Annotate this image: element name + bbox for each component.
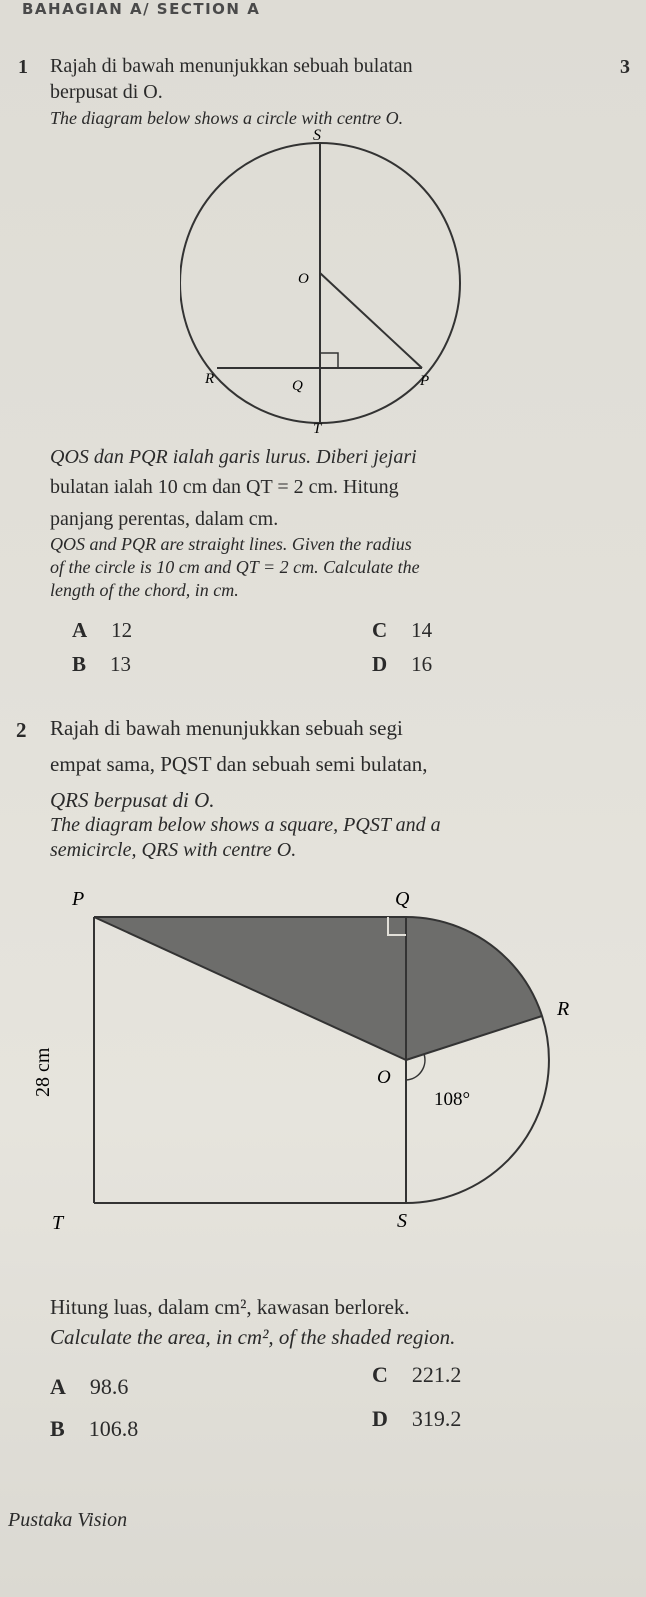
q2-label-angle: 108° (434, 1089, 471, 1110)
q1-intro-en: The diagram below shows a circle with centre O. (50, 108, 404, 128)
q2-option-a[interactable] (50, 1374, 128, 1400)
q1-label-t: T (313, 421, 322, 437)
q2-label-p: P (72, 888, 85, 910)
q1-option-d[interactable] (372, 652, 432, 677)
q2-option-c[interactable] (372, 1362, 461, 1388)
q2-option-d-value: 319.2 (411, 1406, 462, 1431)
q2-option-d[interactable] (372, 1406, 461, 1432)
q2-square-semicircle-diagram (22, 865, 622, 1295)
q1-body-ms-line1: QOS dan PQR ialah garis lurus. Diberi jejari (50, 446, 417, 468)
q2-intro-en-line2: semicircle, QRS with centre O. (50, 839, 297, 861)
q1-option-d-letter: D (372, 652, 388, 676)
q1-right-angle-mark (320, 353, 338, 368)
q1-label-s: S (313, 128, 321, 144)
q1-label-p: P (420, 373, 430, 389)
q1-intro-ms-line2: berpusat di O. (50, 81, 163, 103)
q2-ask-en: Calculate the area, in cm², of the shaded region. (50, 1325, 456, 1349)
q2-label-s: S (397, 1210, 407, 1232)
q2-option-b[interactable] (50, 1416, 138, 1442)
q2-number: 2 (16, 718, 27, 742)
q1-body-en-line3: length of the chord, in cm. (50, 580, 239, 600)
section-header: BAHAGIAN A/ SECTION A (22, 0, 261, 18)
q1-option-b-value: 13 (110, 652, 132, 676)
q2-label-side-length: 28 cm (32, 1047, 54, 1097)
q1-option-d-value: 16 (411, 652, 433, 676)
q1-option-b-letter: B (72, 652, 87, 676)
q2-intro-ms-line2: empat sama, PQST dan sebuah semi bulatan, (50, 752, 428, 776)
q2-option-a-value: 98.6 (89, 1374, 129, 1399)
q1-body-en-line1: QOS and PQR are straight lines. Given the radius (50, 534, 412, 554)
publisher-footer: Pustaka Vision (8, 1509, 128, 1531)
q1-option-c-letter: C (372, 618, 388, 642)
q2-intro-en-line1: The diagram below shows a square, PQST and a (50, 814, 441, 836)
q1-option-a-letter: A (72, 618, 88, 642)
q2-label-t: T (52, 1212, 64, 1234)
q2-option-a-letter: A (50, 1374, 66, 1399)
q1-intro-ms-line1: Rajah di bawah menunjukkan sebuah bulatan (50, 55, 413, 77)
q1-body-en-line2: of the circle is 10 cm and QT = 2 cm. Calculate the (50, 557, 420, 577)
q1-label-o: O (298, 271, 309, 287)
q1-circle-diagram (180, 128, 480, 438)
q2-label-o: O (377, 1067, 391, 1088)
q1-option-b[interactable] (72, 652, 131, 677)
q1-option-c[interactable] (372, 618, 432, 643)
q1-marks: 3 (620, 56, 630, 78)
q2-ask-ms: Hitung luas, dalam cm², kawasan berlorek. (50, 1295, 410, 1319)
q1-body-ms-line3: panjang perentas, dalam cm. (50, 508, 279, 530)
q2-label-q: Q (395, 888, 410, 910)
q2-label-r: R (557, 998, 570, 1020)
q2-option-c-letter: C (372, 1362, 388, 1387)
q2-option-b-letter: B (50, 1416, 65, 1441)
q1-label-r: R (205, 371, 215, 387)
q1-body-ms-line2: bulatan ialah 10 cm dan QT = 2 cm. Hitung (50, 476, 399, 498)
q2-option-b-value: 106.8 (88, 1416, 139, 1441)
q2-intro-ms-line3: QRS berpusat di O. (50, 788, 215, 812)
q1-label-q: Q (292, 378, 303, 394)
q1-option-a[interactable] (72, 618, 132, 643)
q2-intro-ms-line1: Rajah di bawah menunjukkan sebuah segi (50, 716, 403, 740)
q1-option-a-value: 12 (111, 618, 133, 642)
q2-option-c-value: 221.2 (411, 1362, 462, 1387)
q1-option-c-value: 14 (411, 618, 433, 642)
q1-number: 1 (18, 56, 28, 78)
q2-option-d-letter: D (372, 1406, 388, 1431)
